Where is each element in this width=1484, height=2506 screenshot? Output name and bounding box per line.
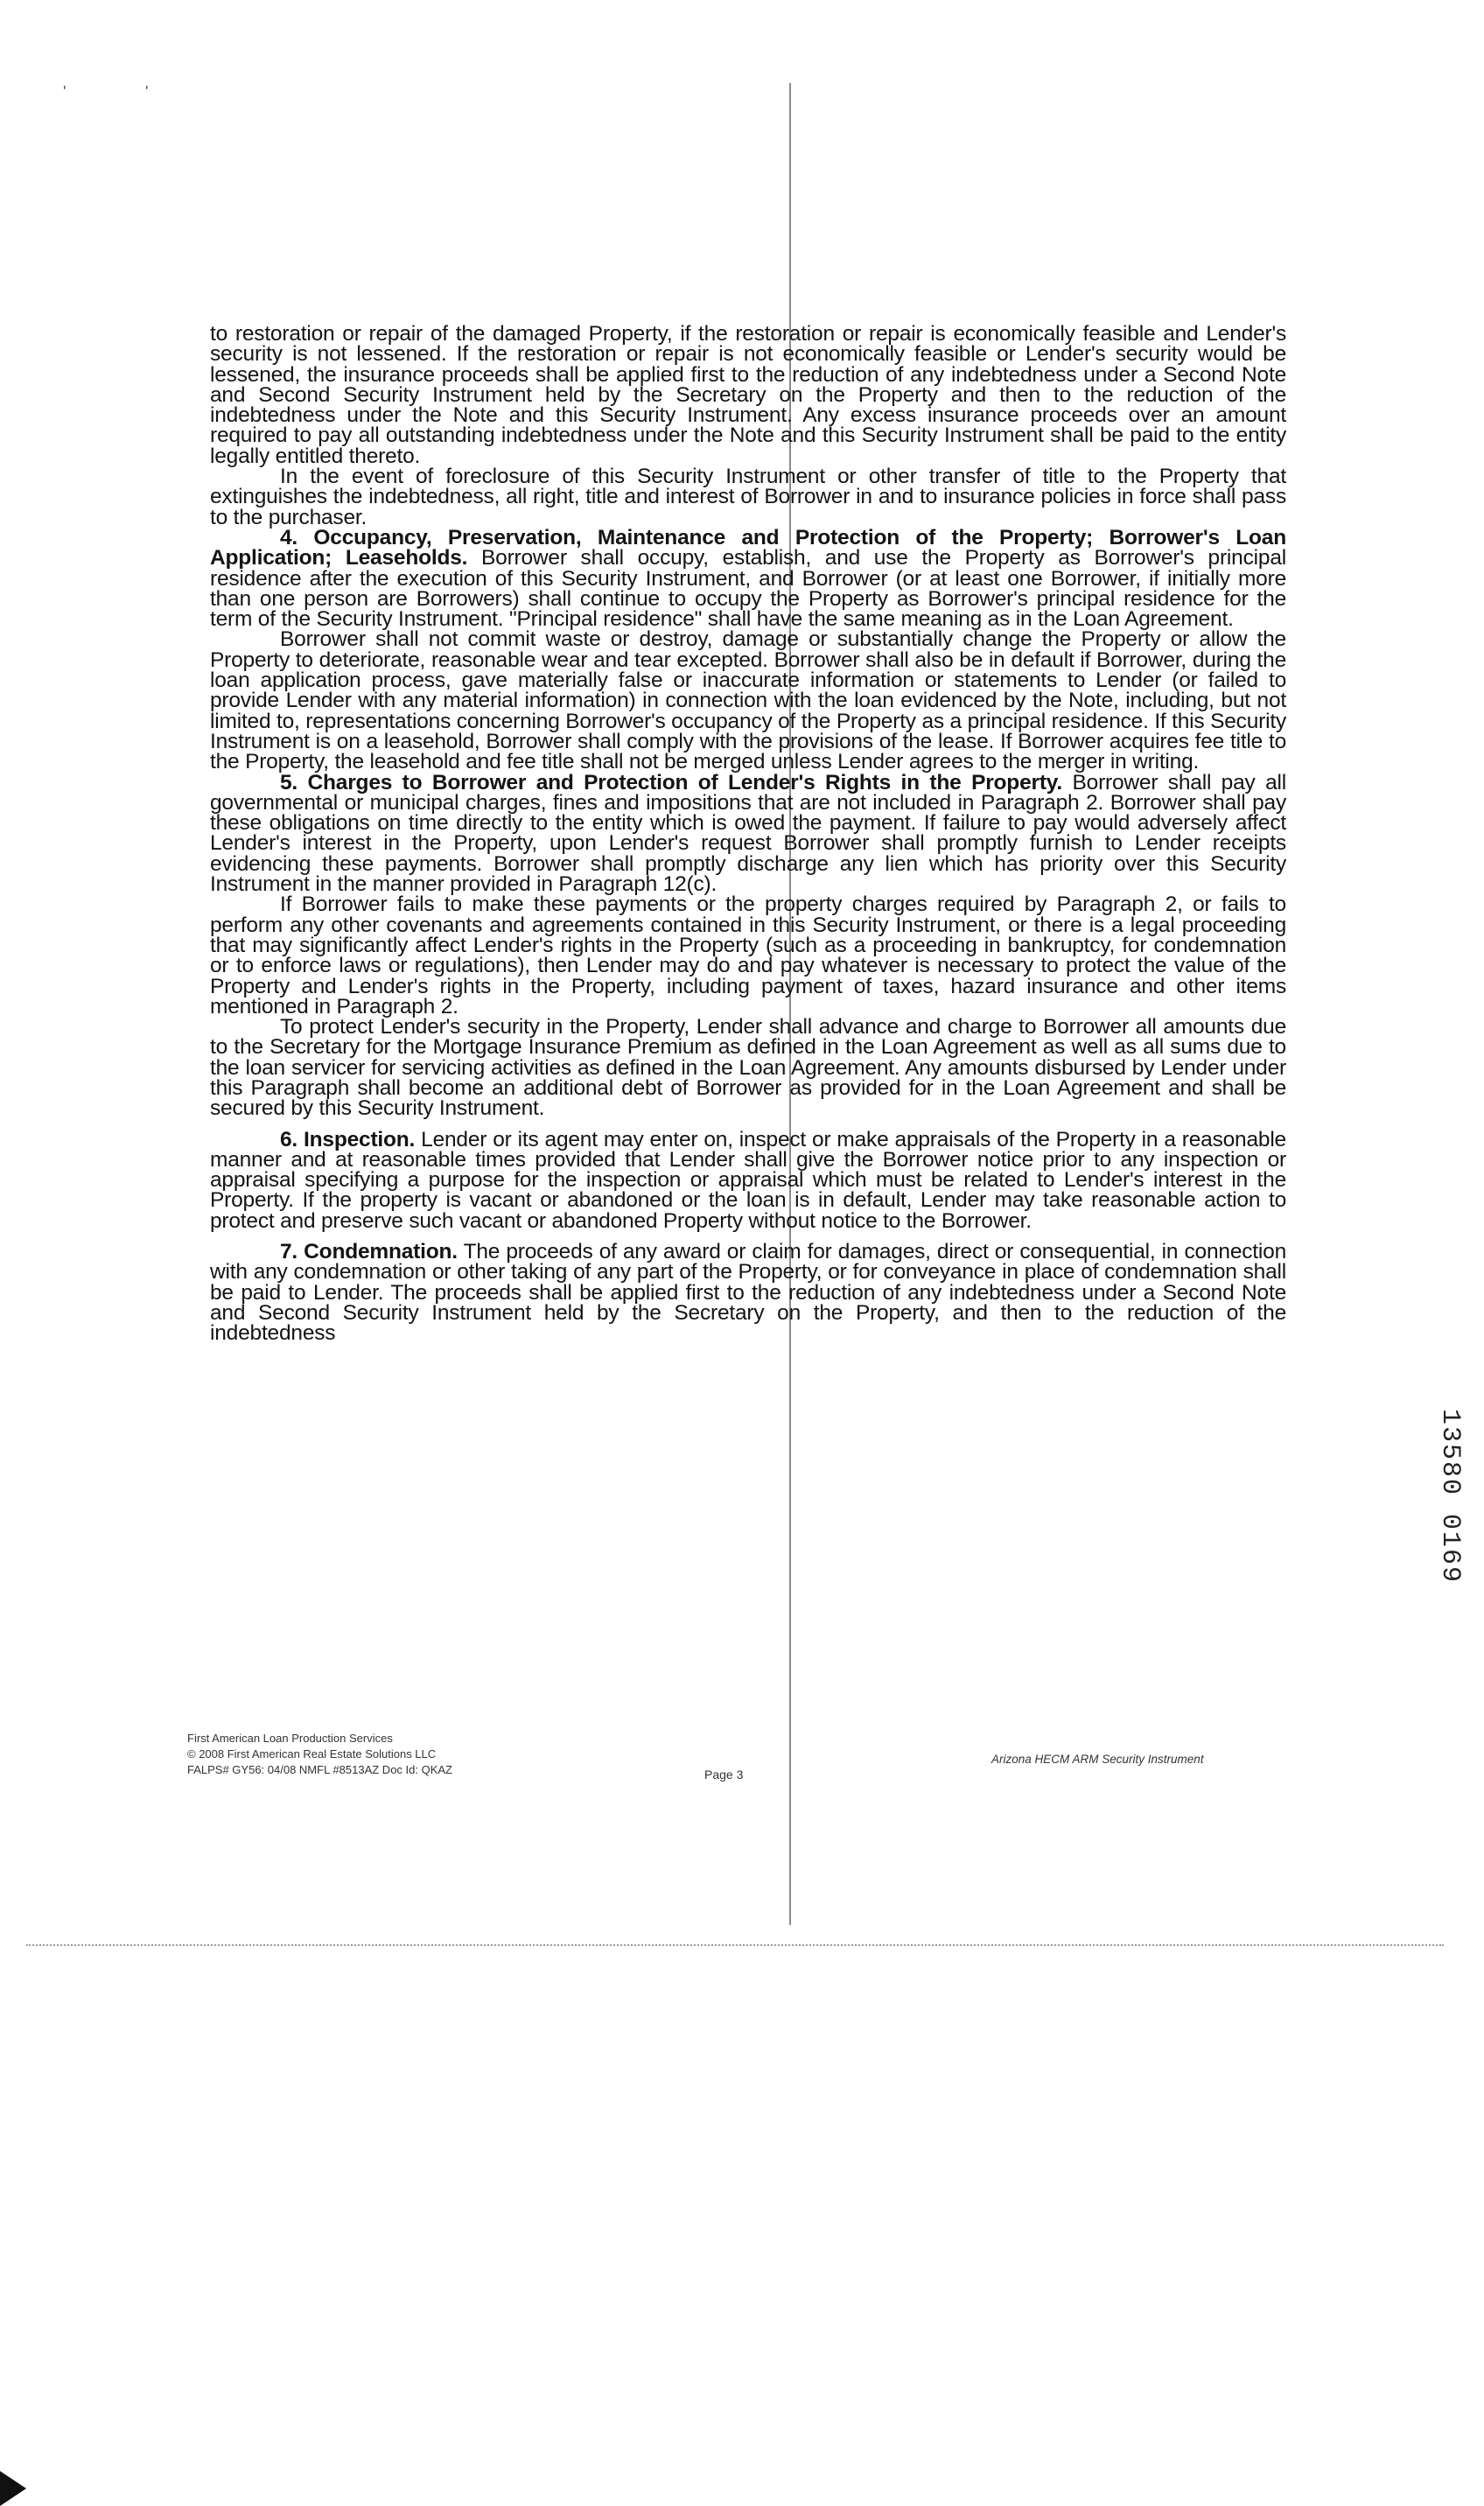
- corner-arrow-icon: [0, 2471, 26, 2506]
- paragraph-text: If Borrower fails to make these payments or the property charges required by Paragraph 2, or fails to perform any other covenants and agreements contained in this Security Instrument, or there is a legal proceeding that may significantly affect Lender's rights in the Property (such as a proceeding in bankruptcy, for condemnation or to enforce laws or regulations), then Lender may do and pay whatever is necessary to protect the value of the Property and Lender's rights in the Property, including payment of taxes, hazard insurance and other items mentioned in Paragraph 2.: [210, 892, 1286, 1018]
- footer-line: FALPS# GY56: 04/08 NMFL #8513AZ Doc Id: QKAZ: [187, 1763, 452, 1776]
- section-7-condemnation: [210, 1240, 1286, 1346]
- section-4-occupancy: [210, 525, 1286, 632]
- paragraph-text: to restoration or repair of the damaged Property, if the restoration or repair is economically feasible and Lender's security is not lessened. If the restoration or repair is not economically feasible or Lender's security would be lessened, the insurance proceeds shall be applied first to the reduction of any indebtedness under a Second Note and Second Security Instrument held by the Secretary on the Property and then to the reduction of the indebtedness under the Note and this Security Instrument. Any excess insurance proceeds over an amount required to pay all outstanding indebtedness under the Note and this Security Instrument shall be paid to the entity legally entitled thereto.: [210, 322, 1286, 468]
- section-heading: 4. Occupancy, Preservation, Maintenance and Protection of the Property; Borrower's Loan Application; Leaseholds.: [210, 525, 1286, 570]
- scan-speck: ': [63, 83, 66, 101]
- paragraph-foreclosure: [210, 466, 1286, 528]
- recording-number-text: 13580 0169: [1435, 1409, 1465, 1585]
- document-body: [210, 324, 1286, 1344]
- scan-speck: ': [145, 83, 149, 101]
- section-heading: 7. Condemnation.: [280, 1240, 458, 1264]
- paragraph-text: Lender or its agent may enter on, inspect or make appraisals of the Property in a reasonable manner and at reasonable times provided that Lender shall give the Borrower notice prior to any inspection or appraisal specifying a purpose for the inspection or appraisal which must be related to Lender's interest in the Property. If the property is vacant or abandoned or the loan is in default, Lender may take reasonable action to protect and preserve such vacant or abandoned Property without notice to the Borrower.: [210, 1127, 1286, 1233]
- page-number: Page 3: [704, 1768, 744, 1782]
- paragraph-text: Borrower shall pay all governmental or municipal charges, fines and impositions that are not included in Paragraph 2. Borrower shall pay these obligations on time directly to the entity which is owed the payment. If failure to pay would adversely affect Lender's interest in the Property, upon Lender's request Borrower shall promptly furnish to Lender receipts evidencing these payments. Borrower shall promptly discharge any lien which has priority over this Security Instrument in the manner provided in Paragraph 12(c).: [210, 770, 1286, 897]
- paragraph-text: The proceeds of any award or claim for damages, direct or consequential, in connection with any condemnation or other taking of any part of the Property, or for conveyance in place of condemnation shall be paid to Lender. The proceeds shall be applied first to the reduction of any indebtedness under a Second Note and Second Security Instrument held by the Secretary on the Property, and then to the reduction of the indebtedness: [210, 1240, 1286, 1346]
- section-heading: 6. Inspection.: [280, 1127, 416, 1152]
- section-6-inspection: [210, 1127, 1286, 1233]
- scan-edge-line: [26, 1944, 1444, 1946]
- paragraph-restoration: [210, 324, 1286, 466]
- paragraph-text: To protect Lender's security in the Property, Lender shall advance and charge to Borrower all amounts due to the Secretary for the Mortgage Insurance Premium as defined in the Loan Agreement as well as all sums due to the loan servicer for servicing activities as defined in the Loan Agreement. Any amounts disbursed by Lender under this Paragraph shall become an additional debt of Borrower as provided for in the Loan Agreement and shall be secured by this Security Instrument.: [210, 1015, 1286, 1121]
- paragraph-text: In the event of foreclosure of this Security Instrument or other transfer of title to the Property that extinguishes the indebtedness, all right, title and interest of Borrower in and to insurance policies in force shall pass to the purchaser.: [210, 465, 1286, 529]
- footer-form-title: Arizona HECM ARM Security Instrument: [991, 1753, 1204, 1766]
- footer-left: [187, 1731, 452, 1778]
- paragraph-failure-to-pay: [210, 894, 1286, 1017]
- paragraph-text: Borrower shall occupy, establish, and use the Property as Borrower's principal residence after the execution of this Security Instrument, and Borrower (or at least one Borrower, if initially more than one person are Borrowers) shall continue to occupy the Property as Borrower's principal residence for the term of the Security Instrument. "Principal residence" shall have the same meaning as in the Loan Agreement.: [210, 546, 1286, 632]
- footer-line: First American Loan Production Services: [187, 1732, 393, 1745]
- section-heading: 5. Charges to Borrower and Protection of Lender's Rights in the Property.: [280, 770, 1063, 794]
- paragraph-waste: [210, 629, 1286, 772]
- paragraph-protect-security: [210, 1015, 1286, 1121]
- section-5-charges: [210, 770, 1286, 897]
- recording-number-stamp: [1435, 1409, 1465, 1585]
- footer-line: © 2008 First American Real Estate Solutions LLC: [187, 1747, 437, 1760]
- paragraph-text: Borrower shall not commit waste or destroy, damage or substantially change the Property or allow the Property to deteriorate, reasonable wear and tear excepted. Borrower shall also be in default if Borrower, during the loan application process, gave materially false or inaccurate information or statements to Lender (or failed to provide Lender with any material information) in connection with the loan evidenced by the Note, including, but not limited to, representations concerning Borrower's occupancy of the Property as a principal residence. If this Security Instrument is on a leasehold, Borrower shall comply with the provisions of the lease. If Borrower acquires fee title to the Property, the leasehold and fee title shall not be merged unless Lender agrees to the merger in writing.: [210, 627, 1286, 774]
